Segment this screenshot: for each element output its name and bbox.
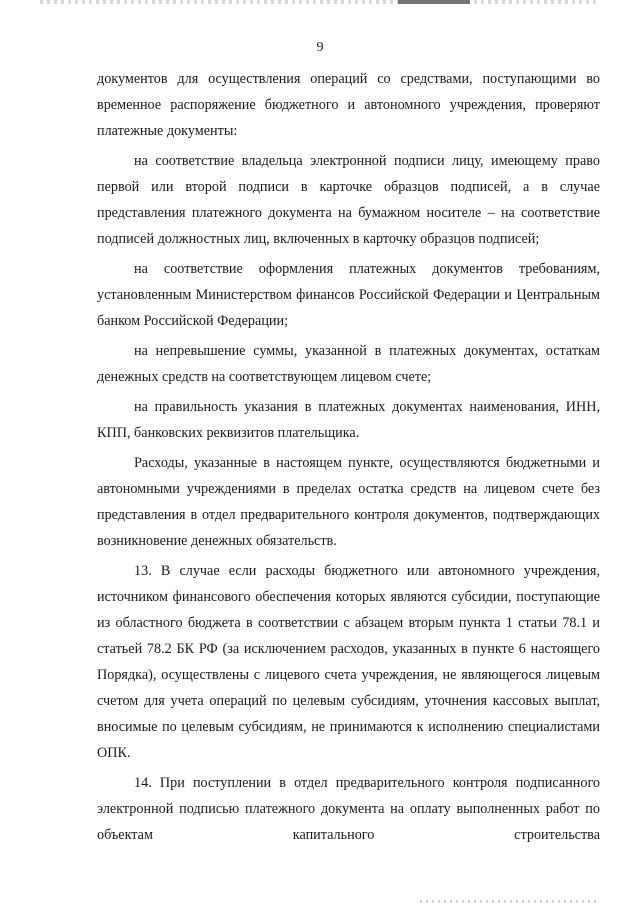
paragraph-item-13: 13. В случае если расходы бюджетного или автономного учреждения, источником финансового обеспечения которых являются субсидии, поступающие из областного бюджета в соответствии с абзацем вторым пункта 1 статьи 78.1 и статьей 78.2 БК РФ (за исключением расходов, указанных в пункте 6 настоящего Порядка), осуществлены с лицевого счета учреждения, не являющегося лицевым счетом для учета операций по целевым субсидиям, уточнения кассовых выплат, вносимые по целевым субсидиям, не принимаются к исполнению специалистами ОПК. — [97, 563, 600, 761]
paragraph-continuation: документов для осуществления операций со средствами, поступающими во временное распоряжение бюджетного и автономного учреждения, проверяют платежные документы: — [97, 71, 600, 139]
paragraph-format-check: на соответствие оформления платежных документов требованиям, установленным Министерством финансов Российской Федерации и Центральным банком Российской Федерации; — [97, 261, 600, 329]
scan-artifact-top — [40, 0, 600, 4]
paragraph-signature-check: на соответствие владельца электронной подписи лицу, имеющему право первой или второй подписи в карточке образцов подписей, а в случае представления платежного документа на бумажном носителе – на соответствие подписей должностных лиц, включенных в карточку образцов подписей; — [97, 153, 600, 247]
paragraph-item-14: 14. При поступлении в отдел предварительного контроля подписанного электронной подписью платежного документа на оплату выполненных работ по объектам капитального строительства — [97, 775, 600, 843]
paragraph-expenses: Расходы, указанные в настоящем пункте, осуществляются бюджетными и автономными учреждениями в пределах остатка средств на лицевом счете без представления в отдел предварительного контроля документов, подтверждающих возникновение денежных обязательств. — [97, 455, 600, 549]
paragraph-requisites-check: на правильность указания в платежных документах наименования, ИНН, КПП, банковских реквизитов плательщика. — [97, 399, 600, 441]
paragraph-sum-check: на непревышение суммы, указанной в платежных документах, остаткам денежных средств на соответствующем лицевом счете; — [97, 343, 600, 385]
document-body — [97, 66, 600, 848]
scan-artifact-bottom — [420, 900, 600, 903]
page-number: 9 — [316, 40, 324, 55]
